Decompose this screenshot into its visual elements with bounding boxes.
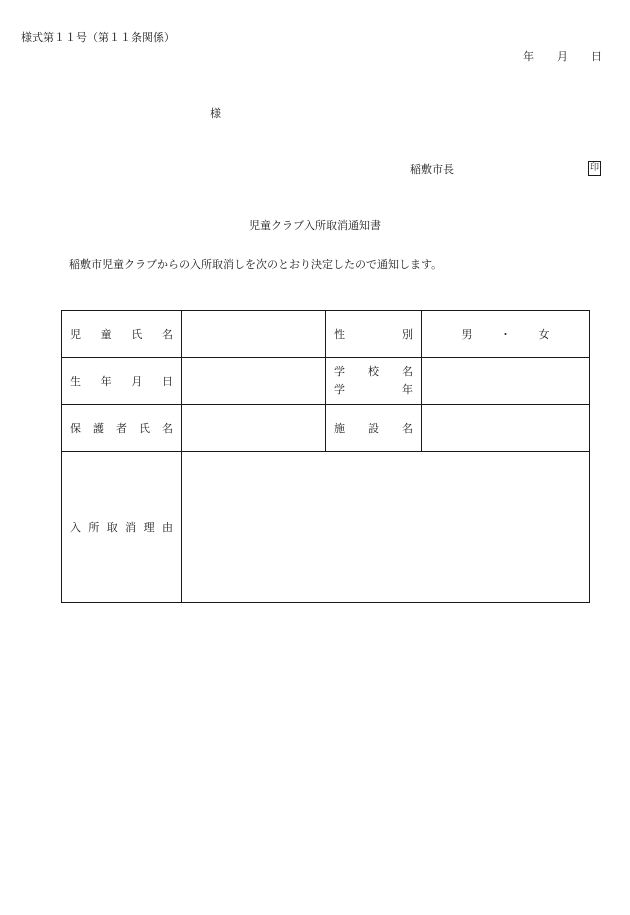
date-month: 月 bbox=[557, 50, 568, 63]
school-label bbox=[326, 358, 422, 405]
school-name-label: 学 校 名 bbox=[334, 365, 413, 378]
guardian-name-label: 保 護 者 氏 名 bbox=[62, 405, 182, 452]
notice-form-table bbox=[61, 310, 590, 603]
child-name-field[interactable] bbox=[182, 311, 326, 358]
gender-options[interactable] bbox=[422, 311, 590, 358]
gender-label: 性 別 bbox=[326, 311, 422, 358]
reason-label: 入 所 取 消 理 由 bbox=[62, 452, 182, 603]
guardian-name-field[interactable] bbox=[182, 405, 326, 452]
date-year: 年 bbox=[523, 50, 534, 63]
form-number: 様式第１１号（第１１条関係） bbox=[21, 31, 175, 44]
document-title: 児童クラブ入所取消通知書 bbox=[249, 219, 381, 232]
school-field[interactable] bbox=[422, 358, 590, 405]
addressee-suffix: 様 bbox=[210, 107, 221, 120]
date-line bbox=[523, 48, 602, 64]
facility-name-label: 施 設 名 bbox=[326, 405, 422, 452]
reason-field[interactable] bbox=[182, 452, 590, 603]
birth-date-field[interactable] bbox=[182, 358, 326, 405]
notice-body-text: 稲敷市児童クラブからの入所取消しを次のとおり決定したので通知します。 bbox=[69, 258, 443, 271]
facility-name-field[interactable] bbox=[422, 405, 590, 452]
gender-separator: ・ bbox=[500, 328, 511, 341]
gender-female[interactable]: 女 bbox=[538, 328, 550, 341]
child-name-label: 児 童 氏 名 bbox=[62, 311, 182, 358]
birth-date-label: 生 年 月 日 bbox=[62, 358, 182, 405]
gender-male[interactable]: 男 bbox=[461, 328, 473, 341]
school-grade-label: 学 年 bbox=[334, 383, 413, 396]
issuer: 稲敷市長 bbox=[410, 163, 454, 176]
date-day: 日 bbox=[591, 50, 602, 63]
seal-mark: 印 bbox=[588, 161, 601, 176]
